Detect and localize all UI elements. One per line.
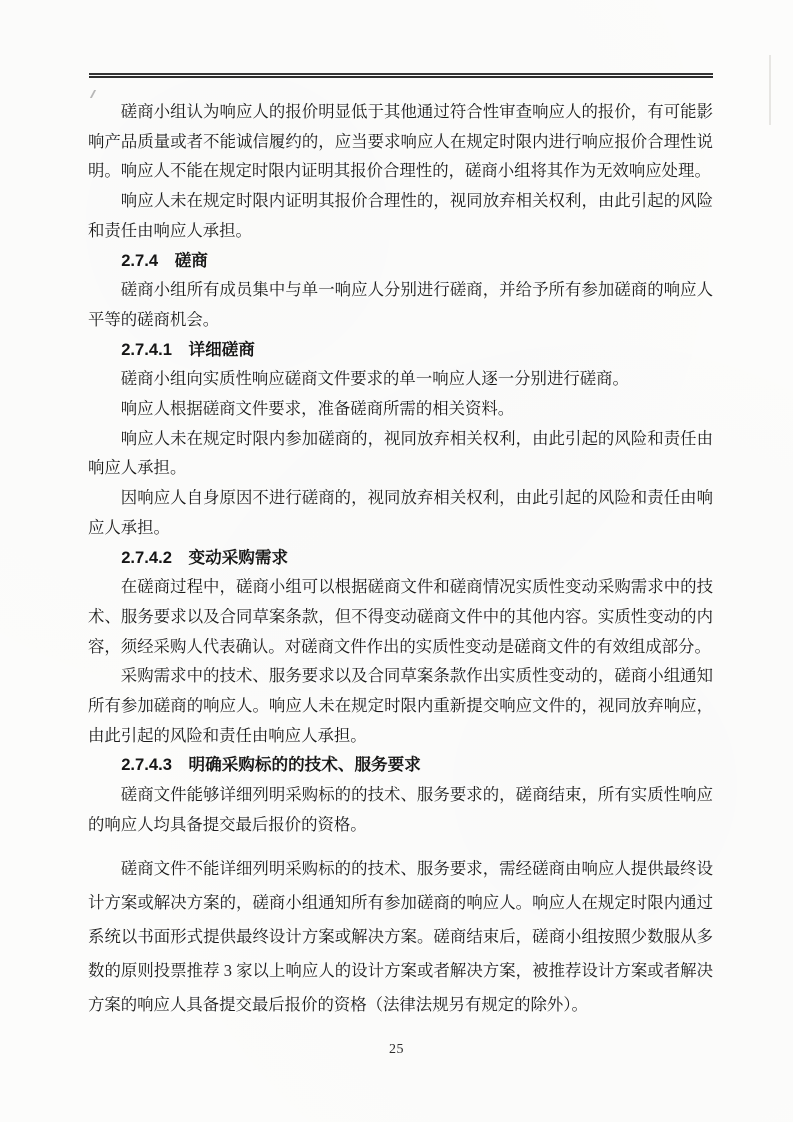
heading-2-7-4-1: 2.7.4.1 详细磋商 (121, 339, 255, 359)
paragraph-substantive-change: 在磋商过程中，磋商小组可以根据磋商文件和磋商情况实质性变动采购需求中的技术、服务要求以及合同草案条款，但不得变动磋商文件中的其他内容。实质性变动的内容，须经采购人代表确认。对磋商文件作出的实质性变动是磋商文件的有效组成部分。 (88, 577, 713, 656)
paragraph-low-quote-rule: 磋商小组认为响应人的报价明显低于其他通过符合性审查响应人的报价，有可能影响产品质量或者不能诚信履约的，应当要求响应人在规定时限内进行响应报价合理性说明。响应人不能在规定时限内证明其报价合理性的，磋商小组将其作为无效响应处理。 (88, 102, 713, 181)
paragraph-final-design: 磋商文件不能详细列明采购标的的技术、服务要求，需经磋商由响应人提供最终设计方案或解决方案的，磋商小组通知所有参加磋商的响应人。响应人在规定时限内通过系统以书面形式提供最终设计方案或解决方案。磋商结束后，磋商小组按照少数服从多数的原则投票推荐 3 家以上响应人的设计方案或者解决方案，被推荐设计方案或者解决方案的响应人具备提交最后报价的资格（法律法规另有规定的除外）。 (88, 858, 713, 1014)
paragraph-absent-waiver: 响应人未在规定时限内参加磋商的，视同放弃相关权利，由此引起的风险和责任由响应人承担。 (88, 428, 713, 478)
paragraph-one-by-one: 磋商小组向实质性响应磋商文件要求的单一响应人逐一分别进行磋商。 (120, 369, 629, 389)
heading-2-7-4: 2.7.4 磋商 (121, 250, 208, 270)
scan-smudge (769, 55, 771, 125)
paragraph-prepare-materials: 响应人根据磋商文件要求，准备磋商所需的相关资料。 (120, 399, 515, 419)
paragraph-self-reason-waiver: 因响应人自身原因不进行磋商的，视同放弃相关权利，由此引起的风险和责任由响应人承担。 (88, 488, 713, 537)
heading-2-7-4-3: 2.7.4.3 明确采购标的的技术、服务要求 (121, 755, 421, 775)
document-body (88, 97, 713, 1022)
header-rule (89, 73, 713, 78)
paragraph-quote-waiver: 响应人未在规定时限内证明其报价合理性的，视同放弃相关权利，由此引起的风险和责任由响应人承担。 (88, 191, 713, 240)
paragraph-resubmit-notice: 采购需求中的技术、服务要求以及合同草案条款作出实质性变动的，磋商小组通知所有参加磋商的响应人。响应人未在规定时限内重新提交响应文件的，视同放弃响应，由此引起的风险和责任由响应人承担。 (88, 666, 713, 745)
page-number: 25 (389, 1042, 404, 1057)
paragraph-equal-opportunity: 磋商小组所有成员集中与单一响应人分别进行磋商，并给予所有参加磋商的响应人平等的磋商机会。 (88, 280, 713, 329)
heading-2-7-4-2: 2.7.4.2 变动采购需求 (121, 547, 289, 567)
paragraph-detailed-listing: 磋商文件能够详细列明采购标的的技术、服务要求的，磋商结束，所有实质性响应的响应人均具备提交最后报价的资格。 (88, 785, 713, 834)
